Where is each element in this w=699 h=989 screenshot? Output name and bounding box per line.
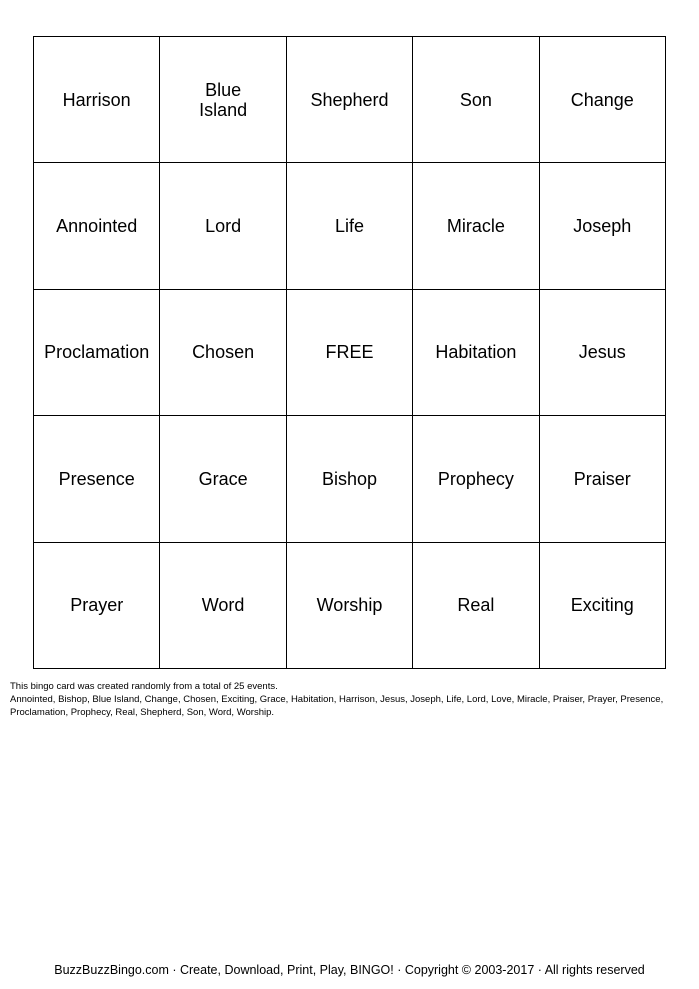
bingo-cell: Chosen bbox=[160, 290, 286, 416]
bingo-cell: Habitation bbox=[413, 290, 539, 416]
bingo-cell: Praiser bbox=[540, 416, 666, 542]
bingo-card-grid bbox=[33, 36, 666, 669]
bingo-cell: Shepherd bbox=[287, 37, 413, 163]
bingo-cell: Real bbox=[413, 543, 539, 669]
bingo-cell: Prayer bbox=[34, 543, 160, 669]
bingo-cell: Lord bbox=[160, 163, 286, 289]
bingo-cell: Presence bbox=[34, 416, 160, 542]
bingo-cell: Bishop bbox=[287, 416, 413, 542]
bingo-cell: Proclamation bbox=[34, 290, 160, 416]
bingo-cell-free: FREE bbox=[287, 290, 413, 416]
bingo-cell: Word bbox=[160, 543, 286, 669]
bingo-cell: Joseph bbox=[540, 163, 666, 289]
bingo-cell: Worship bbox=[287, 543, 413, 669]
bingo-cell: Exciting bbox=[540, 543, 666, 669]
bingo-cell: Prophecy bbox=[413, 416, 539, 542]
bingo-cell: Son bbox=[413, 37, 539, 163]
bingo-cell: Harrison bbox=[34, 37, 160, 163]
bingo-cell: Annointed bbox=[34, 163, 160, 289]
events-list: Annointed, Bishop, Blue Island, Change, Chosen, Exciting, Grace, Habitation, Harrison, Jesus, Joseph, Life, Lord, Love, Miracle, Praiser, Prayer, Presence, Proclamation, Prophecy, Real, Shepherd, Son, Word, Worship. bbox=[10, 694, 664, 718]
bingo-cell: Life bbox=[287, 163, 413, 289]
bingo-cell: Miracle bbox=[413, 163, 539, 289]
bingo-cell: Jesus bbox=[540, 290, 666, 416]
bingo-cell: Grace bbox=[160, 416, 286, 542]
bingo-cell: Blue Island bbox=[160, 37, 286, 163]
bingo-cell: Change bbox=[540, 37, 666, 163]
card-creation-note: This bingo card was created randomly from a total of 25 events. bbox=[10, 681, 278, 692]
footer-copyright: BuzzBuzzBingo.com · Create, Download, Print, Play, BINGO! · Copyright © 2003-2017 · All rights reserved bbox=[54, 963, 645, 977]
